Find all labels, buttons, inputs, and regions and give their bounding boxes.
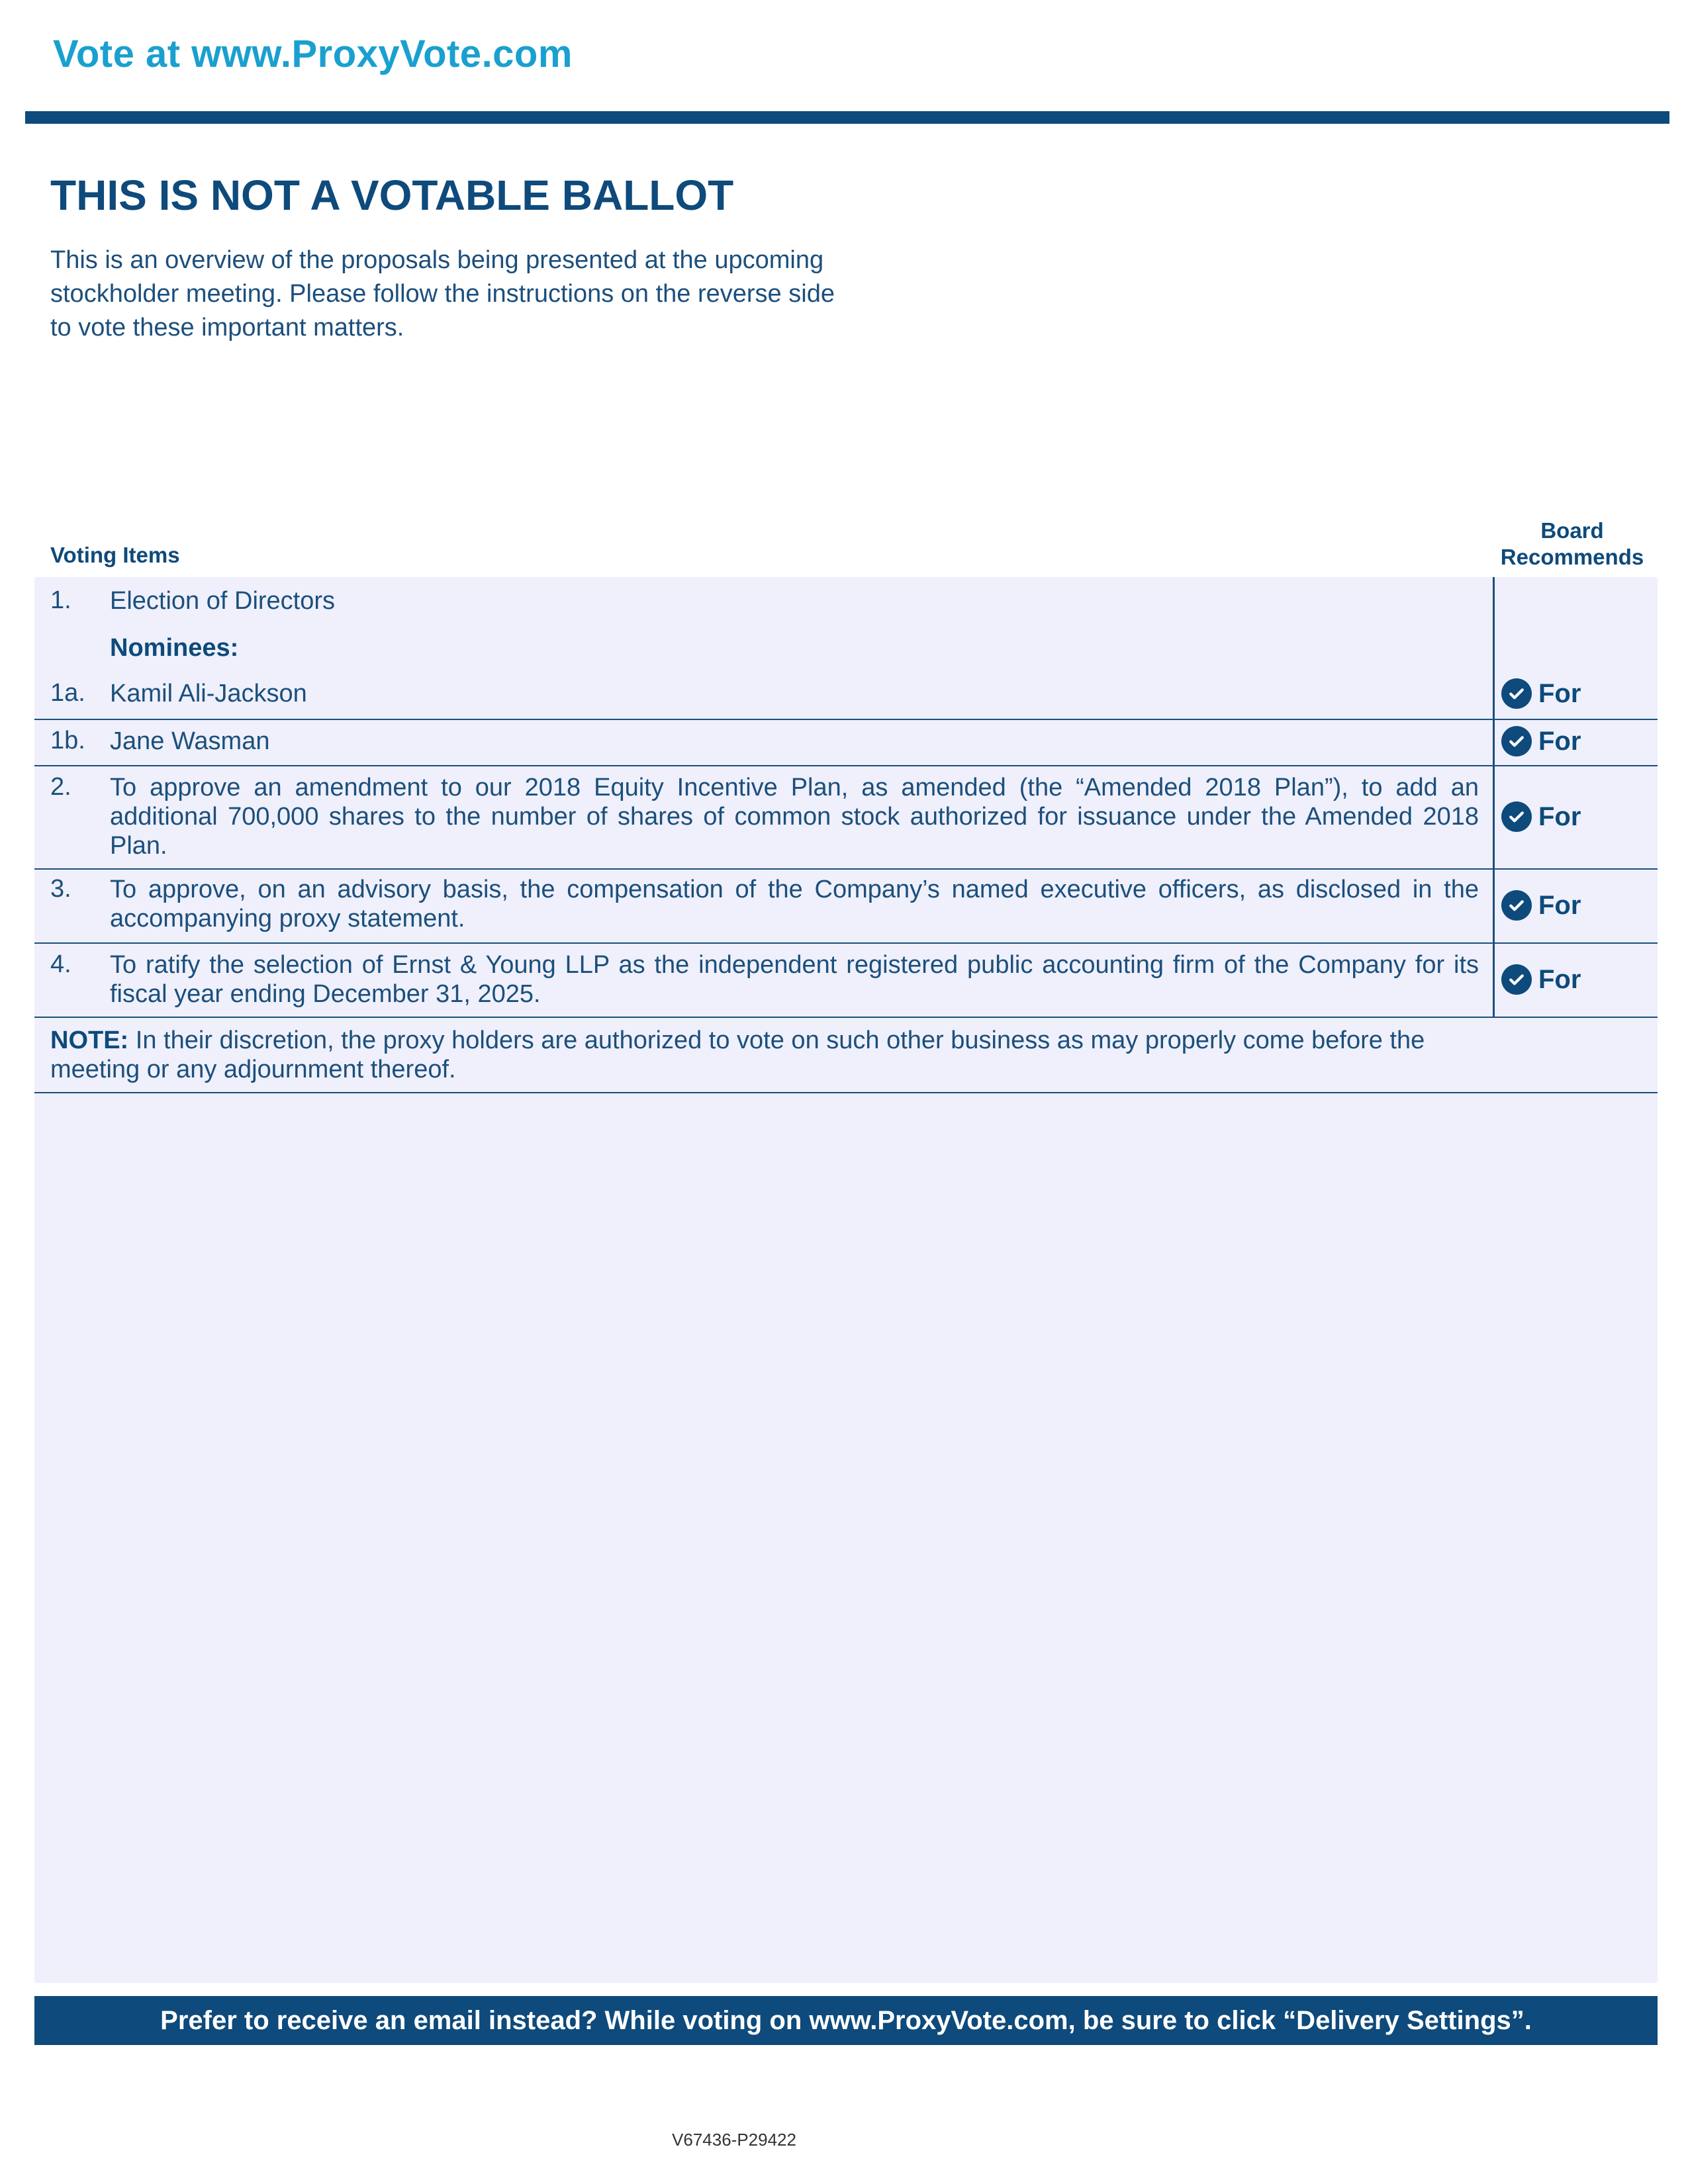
- item-text: To ratify the selection of Ernst & Young LLP as the independent registered public accounting firm of the Company for its fiscal year ending December 31, 2025.: [110, 951, 1479, 1008]
- column-header-voting-items: Voting Items: [50, 543, 180, 567]
- item-number: 3.: [50, 875, 71, 903]
- note-label: NOTE:: [50, 1026, 129, 1054]
- recommendation-label: For: [1538, 890, 1581, 920]
- check-circle-icon: [1501, 890, 1532, 921]
- item-number: 1a.: [50, 679, 85, 707]
- page-title: THIS IS NOT A VOTABLE BALLOT: [50, 171, 734, 219]
- recommendation-label: For: [1538, 726, 1581, 756]
- item-text: Election of Directors: [110, 587, 336, 615]
- item-number: 4.: [50, 950, 71, 978]
- check-circle-icon: [1501, 726, 1532, 756]
- intro-text: This is an overview of the proposals being presented at the upcoming stockholder meeting. Please follow the instructions on the reverse side to vote these important matters.: [50, 246, 835, 341]
- note-text: [50, 1026, 1479, 1084]
- item-number: 1b.: [50, 727, 85, 754]
- check-circle-icon: [1501, 964, 1532, 995]
- item-number: 2.: [50, 773, 71, 801]
- note-body: In their discretion, the proxy holders are authorized to vote on such other business as may properly come before the meeting or any adjournment thereof.: [50, 1026, 1425, 1083]
- check-circle-icon: [1501, 801, 1532, 832]
- recommendation-label: For: [1538, 678, 1581, 708]
- nominees-label: Nominees:: [110, 634, 239, 662]
- recommendation-label: For: [1538, 801, 1581, 831]
- check-circle-icon: [1501, 678, 1532, 709]
- recommendation: [1501, 964, 1581, 995]
- recommendation-label: For: [1538, 964, 1581, 994]
- item-text: To approve, on an advisory basis, the compensation of the Company’s named executive officers, as disclosed in the accompanying proxy statement.: [110, 876, 1479, 933]
- proxyvote-link[interactable]: Vote at www.ProxyVote.com: [53, 32, 573, 75]
- item-number: 1.: [50, 586, 71, 614]
- item-text: Kamil Ali-Jackson: [110, 680, 307, 707]
- recommendation: [1501, 678, 1581, 709]
- item-text: Jane Wasman: [110, 727, 270, 755]
- recommendation: [1501, 725, 1581, 757]
- recommends-label: Recommends: [1500, 545, 1644, 569]
- item-text: To approve an amendment to our 2018 Equity Incentive Plan, as amended (the “Amended 2018 Plan”), to add an additional 700,000 shares to the number of shares of common stock authorized for issuance under the Amended 2018 Plan.: [110, 774, 1479, 860]
- document-code: V67436-P29422: [672, 2130, 796, 2150]
- column-header-board-recommends: [1489, 518, 1655, 570]
- banner-text: Prefer to receive an email instead? While voting on www.ProxyVote.com, be sure to click “Delivery Settings”.: [160, 2005, 1532, 2035]
- recommendation: [1501, 801, 1581, 833]
- board-label: Board: [1540, 518, 1604, 543]
- delivery-settings-banner: [34, 1996, 1658, 2045]
- header-rule: [25, 111, 1669, 124]
- column-divider: [1493, 577, 1495, 1018]
- recommendation: [1501, 889, 1581, 921]
